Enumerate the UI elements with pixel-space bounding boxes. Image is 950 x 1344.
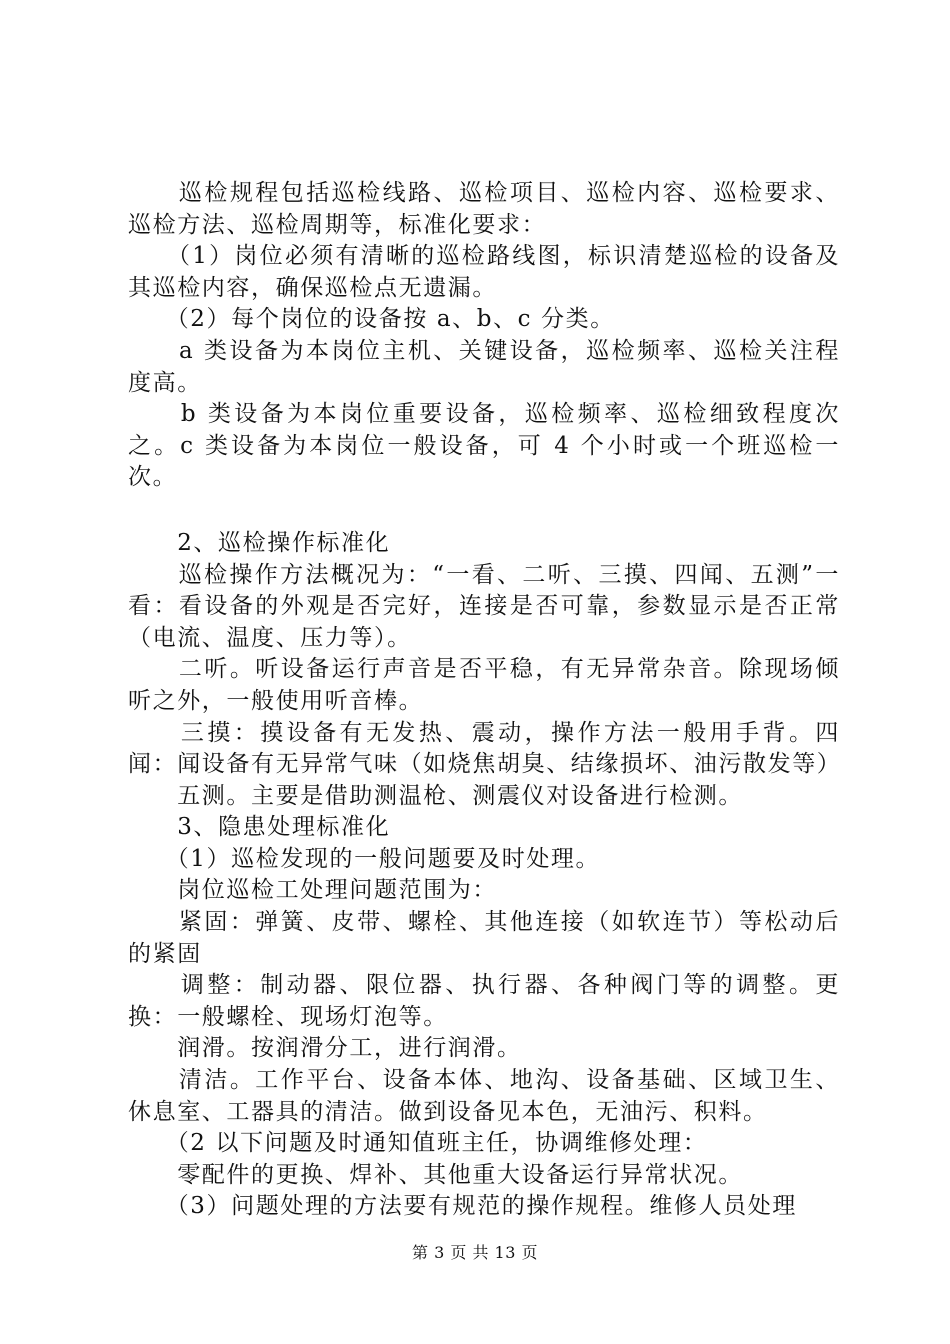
paragraph: 岗位巡检工处理问题范围为： [128, 877, 497, 904]
paragraph: （3）问题处理的方法要有规范的操作规程。维修人员处理 [128, 1193, 797, 1220]
body-text [128, 178, 840, 1223]
paragraph: a 类设备为本岗位主机、关键设备，巡检频率、巡检关注程度高。 [128, 337, 840, 396]
paragraph: 三摸：摸设备有无发热、震动，操作方法一般用手背。四闻：闻设备有无异常气味（如烧焦胡臭、结缘损坏、油污散发等） [128, 719, 842, 778]
paragraph: （2）每个岗位的设备按 a、b、c 分类。 [128, 306, 615, 333]
paragraph: 巡检规程包括巡检线路、巡检项目、巡检内容、巡检要求、巡检方法、巡检周期等，标准化要求： [128, 180, 840, 238]
paragraph: 零配件的更换、焊补、其他重大设备运行异常状况。 [128, 1161, 743, 1188]
section-spacer [128, 494, 840, 528]
paragraph: 调整：制动器、限位器、执行器、各种阀门等的调整。更换：一般螺栓、现场灯泡等。 [128, 972, 840, 1030]
paragraph: 巡检操作方法概况为：“一看、二听、三摸、四闻、五测”一看：看设备的外观是否完好，连接是否可靠，参数显示是否正常（电流、温度、压力等）。 [128, 561, 840, 651]
paragraph: （2 以下问题及时通知值班主任，协调维修处理： [128, 1130, 708, 1157]
section-heading: 3、隐患处理标准化 [128, 814, 391, 841]
paragraph: 二听。听设备运行声音是否平稳，有无异常杂音。除现场倾听之外，一般使用听音棒。 [128, 656, 840, 714]
paragraph: 清洁。工作平台、设备本体、地沟、设备基础、区域卫生、休息室、工器具的清洁。做到设备见本色，无油污、积料。 [128, 1067, 840, 1125]
page-number-footer: 第 3 页 共 13 页 [412, 1243, 538, 1262]
paragraph: 紧固：弹簧、皮带、螺栓、其他连接（如软连节）等松动后的紧固 [128, 909, 840, 967]
paragraph: （1）岗位必须有清晰的巡检路线图，标识清楚巡检的设备及其巡检内容，确保巡检点无遗漏。 [128, 243, 840, 301]
paragraph: （1）巡检发现的一般问题要及时处理。 [128, 845, 601, 872]
section-heading: 2、巡检操作标准化 [128, 529, 391, 556]
paragraph: b 类设备为本岗位重要设备，巡检频率、巡检细致程度次之。c 类设备为本岗位一般设备，可 4 个小时或一个班巡检一次。 [128, 401, 840, 491]
paragraph: 润滑。按润滑分工，进行润滑。 [128, 1035, 522, 1062]
paragraph: 五测。主要是借助测温枪、测震仪对设备进行检测。 [128, 782, 743, 809]
